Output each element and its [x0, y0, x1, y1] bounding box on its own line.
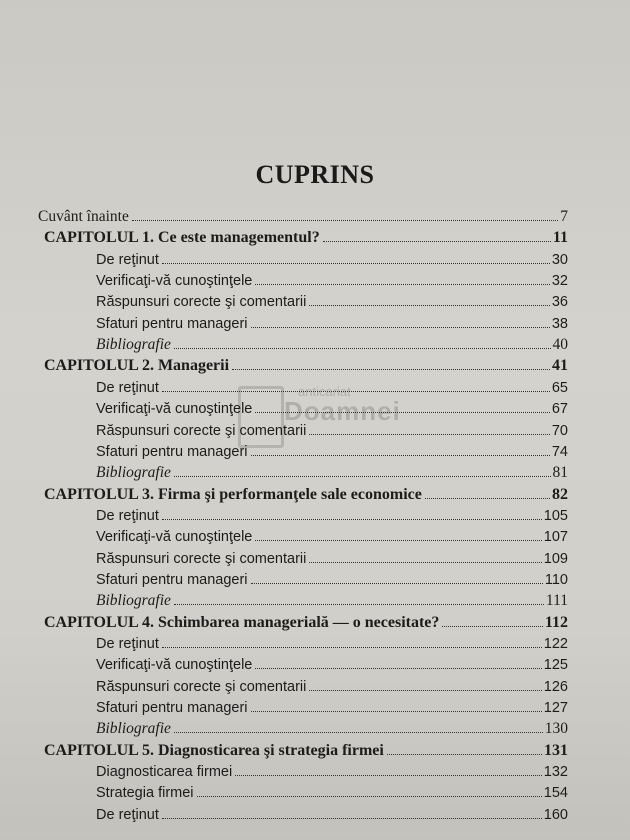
- dot-leader: [255, 412, 550, 413]
- dot-leader: [323, 241, 551, 242]
- toc-page-number: 105: [543, 507, 568, 524]
- toc-page-number: 38: [551, 315, 568, 332]
- toc-page-number: 107: [543, 529, 568, 546]
- toc-page-number: 110: [544, 571, 568, 588]
- toc-page-number: 122: [543, 636, 568, 652]
- toc-page-number: 40: [552, 336, 568, 354]
- toc-entry-label: Sfaturi pentru manageri: [96, 443, 248, 460]
- toc-page-number: 132: [543, 764, 568, 781]
- toc-page-number: 11: [552, 229, 568, 247]
- dot-leader: [309, 305, 550, 306]
- toc-page-number: 154: [543, 785, 568, 802]
- dot-leader: [251, 455, 550, 456]
- toc-entry-label: CAPITOLUL 3. Firma şi performanţele sale economice: [44, 485, 422, 503]
- dot-leader: [255, 668, 541, 669]
- toc-entry-label: CAPITOLUL 1. Ce este managementul?: [44, 229, 320, 247]
- dot-leader: [251, 711, 542, 712]
- toc-entry: [96, 677, 568, 697]
- toc-entry: [96, 421, 568, 441]
- toc-page-number: 70: [551, 422, 568, 439]
- toc-entry-label: Verificaţi-vă cunoştinţele: [96, 529, 253, 546]
- toc-page-number: 65: [551, 379, 568, 396]
- toc-page-number: 74: [551, 443, 568, 460]
- toc-entry-label: Bibliografie: [96, 720, 171, 738]
- toc-entry: [96, 271, 568, 291]
- toc-entry-label: Răspunsuri corecte şi comentarii: [96, 550, 307, 567]
- toc-entry-label: De reţinut: [96, 379, 159, 396]
- toc-entry: [96, 442, 568, 462]
- toc-page-number: 7: [560, 208, 568, 225]
- toc-entry: [96, 591, 568, 611]
- toc-page-number: 67: [551, 401, 568, 418]
- toc-page-number: 36: [551, 294, 568, 311]
- dot-leader: [174, 476, 551, 477]
- toc-entry-label: Cuvânt înainte: [38, 208, 129, 225]
- dot-leader: [232, 369, 550, 370]
- toc-entry-label: De reţinut: [96, 806, 159, 823]
- toc-entry-label: Strategia firmei: [96, 785, 194, 802]
- toc-entry: [38, 207, 568, 227]
- toc-page-number: 109: [543, 550, 568, 567]
- dot-leader: [309, 562, 541, 563]
- toc-entry: [96, 378, 568, 398]
- toc-chapter-entry: [44, 741, 568, 761]
- toc-entry-label: Bibliografie: [96, 592, 171, 610]
- toc-page-number: 81: [552, 464, 568, 482]
- toc-entry: [96, 250, 568, 270]
- toc-chapter-entry: [44, 228, 568, 248]
- toc-entry-label: CAPITOLUL 4. Schimbarea managerială — o necesitate?: [44, 613, 440, 631]
- toc-page-number: 126: [543, 678, 568, 695]
- dot-leader: [162, 818, 542, 819]
- toc-entry: [96, 506, 568, 526]
- toc-page-number: 30: [551, 251, 568, 268]
- dot-leader: [174, 604, 544, 605]
- toc-entry: [96, 805, 568, 825]
- toc-page-number: 125: [543, 657, 568, 674]
- toc-entry-label: CAPITOLUL 5. Diagnosticarea şi strategia firmei: [44, 741, 384, 759]
- toc-entry-label: De reţinut: [96, 507, 159, 524]
- toc-entry-label: Răspunsuri corecte şi comentarii: [96, 294, 307, 311]
- dot-leader: [197, 796, 542, 797]
- dot-leader: [162, 263, 550, 264]
- dot-leader: [132, 220, 558, 221]
- dot-leader: [162, 519, 542, 520]
- toc-entry: [96, 698, 568, 718]
- toc-entry-label: Sfaturi pentru manageri: [96, 315, 248, 332]
- dot-leader: [162, 391, 550, 392]
- toc-entry-label: Sfaturi pentru manageri: [96, 571, 248, 588]
- toc-chapter-entry: [44, 485, 568, 505]
- toc-entry: [96, 634, 568, 654]
- toc-entry: [96, 463, 568, 483]
- toc-entry: [96, 783, 568, 803]
- toc-page-number: 112: [544, 613, 568, 631]
- toc-entry-label: Răspunsuri corecte şi comentarii: [96, 422, 307, 439]
- dot-leader: [235, 775, 542, 776]
- toc-entry: [96, 292, 568, 312]
- toc-entry: [96, 314, 568, 334]
- toc-entry-label: Diagnosticarea firmei: [96, 764, 233, 781]
- toc-entry-label: CAPITOLUL 2. Managerii: [44, 357, 230, 375]
- dot-leader: [251, 327, 550, 328]
- toc-entry-label: De reţinut: [96, 636, 159, 652]
- dot-leader: [255, 540, 541, 541]
- watermark-big-text: Doamnei: [284, 396, 401, 426]
- toc-entry: [96, 762, 568, 782]
- toc-entry-label: Verificaţi-vă cunoştinţele: [96, 401, 253, 418]
- toc-entry-label: Bibliografie: [96, 336, 171, 354]
- dot-leader: [387, 754, 542, 755]
- toc-page-number: 111: [545, 592, 568, 610]
- toc-entry: [96, 399, 568, 419]
- dot-leader: [162, 647, 542, 648]
- toc-page-number: 160: [543, 806, 568, 823]
- toc-entry-label: Răspunsuri corecte şi comentarii: [96, 678, 307, 695]
- toc-entry-label: Verificaţi-vă cunoştinţele: [96, 657, 253, 674]
- toc-entry: [96, 719, 568, 739]
- toc-entry: [96, 655, 568, 675]
- toc-entry-label: Bibliografie: [96, 464, 171, 482]
- toc-page-number: 130: [544, 720, 568, 738]
- dot-leader: [309, 690, 541, 691]
- toc-entry-label: Verificaţi-vă cunoştinţele: [96, 273, 253, 290]
- dot-leader: [255, 284, 550, 285]
- dot-leader: [425, 498, 550, 499]
- toc-page-number: 82: [552, 485, 568, 503]
- watermark-small-text: anticariat: [298, 384, 351, 399]
- toc-chapter-entry: [44, 356, 568, 376]
- dot-leader: [442, 626, 542, 627]
- dot-leader: [309, 434, 550, 435]
- toc-chapter-entry: [44, 613, 568, 633]
- toc-page-number: 131: [544, 741, 568, 759]
- toc-page-number: 32: [551, 273, 568, 290]
- toc-entry-label: Sfaturi pentru manageri: [96, 700, 248, 717]
- dot-leader: [174, 348, 551, 349]
- toc-entry: [96, 570, 568, 590]
- toc-entry: [96, 549, 568, 569]
- dot-leader: [251, 583, 543, 584]
- toc-entry-label: De reţinut: [96, 251, 159, 268]
- page-title: CUPRINS: [255, 160, 375, 189]
- dot-leader: [174, 732, 543, 733]
- toc-page-number: 127: [543, 700, 568, 717]
- toc-page-number: 41: [552, 357, 568, 375]
- toc-entry: [96, 335, 568, 355]
- toc-entry: [96, 527, 568, 547]
